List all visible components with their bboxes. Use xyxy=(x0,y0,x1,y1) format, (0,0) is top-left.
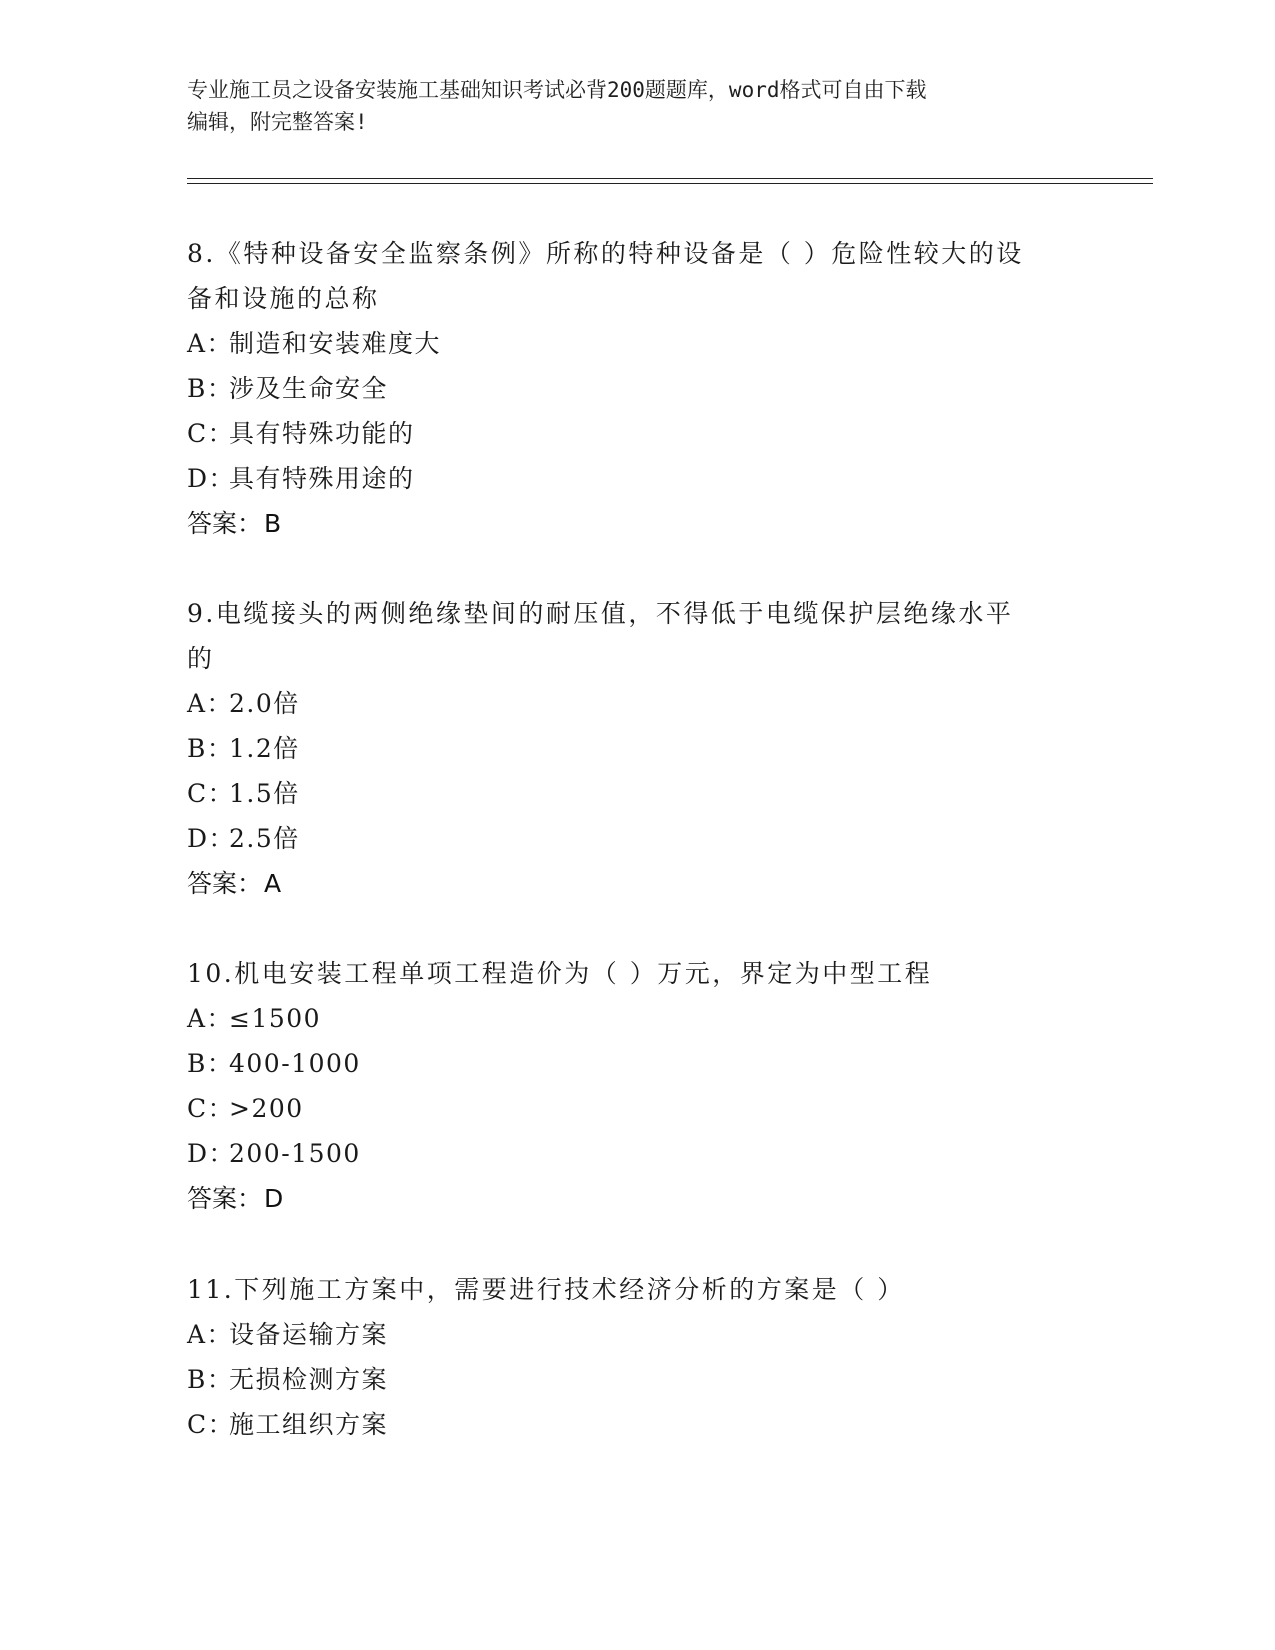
answer-value: B xyxy=(264,509,282,538)
option-d xyxy=(187,816,1087,861)
option-text: 制造和安装难度大 xyxy=(229,329,442,358)
header-line-2: 编辑，附完整答案! xyxy=(187,110,368,134)
question-stem-line: 的 xyxy=(187,644,215,673)
option-text: 涉及生命安全 xyxy=(229,374,389,403)
option-c xyxy=(187,1402,1087,1447)
option-key: D： xyxy=(187,824,236,853)
question-stem xyxy=(187,1267,1087,1312)
option-b xyxy=(187,366,1087,411)
option-key: C： xyxy=(187,419,235,448)
question-stem-line: 10.机电安装工程单项工程造价为（ ）万元，界定为中型工程 xyxy=(187,959,933,988)
option-c xyxy=(187,771,1087,816)
option-a xyxy=(187,681,1087,726)
option-c xyxy=(187,411,1087,456)
question-11 xyxy=(187,1267,1087,1447)
question-stem-line: 11.下列施工方案中，需要进行技术经济分析的方案是（ ） xyxy=(187,1275,905,1304)
option-d xyxy=(187,1131,1087,1176)
option-a xyxy=(187,1312,1087,1357)
question-9 xyxy=(187,591,1087,906)
option-text: ≤1500 xyxy=(229,1004,322,1033)
header-divider-bottom xyxy=(187,183,1153,184)
option-text: 具有特殊用途的 xyxy=(229,464,415,493)
option-key: D： xyxy=(187,1139,236,1168)
option-key: B： xyxy=(187,1049,234,1078)
option-d xyxy=(187,456,1087,501)
option-b xyxy=(187,1357,1087,1402)
answer-label: 答案： xyxy=(187,509,263,538)
answer-label: 答案： xyxy=(187,869,263,898)
option-key: A： xyxy=(187,329,234,358)
option-c xyxy=(187,1086,1087,1131)
option-key: A： xyxy=(187,1004,234,1033)
option-key: D： xyxy=(187,464,236,493)
option-text: 2.5倍 xyxy=(229,824,300,853)
option-key: C： xyxy=(187,779,235,808)
option-key: A： xyxy=(187,689,234,718)
option-text: >200 xyxy=(229,1094,304,1123)
answer-value: A xyxy=(264,869,282,898)
option-text: 设备运输方案 xyxy=(229,1320,389,1349)
option-text: 具有特殊功能的 xyxy=(229,419,415,448)
question-stem-line: 8.《特种设备安全监察条例》所称的特种设备是（ ）危险性较大的设 xyxy=(187,239,1024,268)
option-b xyxy=(187,1041,1087,1086)
option-key: B： xyxy=(187,734,234,763)
option-b xyxy=(187,726,1087,771)
option-text: 200-1500 xyxy=(229,1139,361,1168)
option-a xyxy=(187,996,1087,1041)
option-text: 400-1000 xyxy=(229,1049,361,1078)
option-text: 2.0倍 xyxy=(229,689,300,718)
question-10 xyxy=(187,951,1087,1221)
option-a xyxy=(187,321,1087,366)
question-stem xyxy=(187,591,1087,681)
answer-label: 答案： xyxy=(187,1184,263,1213)
answer-line xyxy=(187,501,1087,546)
question-8 xyxy=(187,231,1087,546)
question-stem xyxy=(187,231,1087,321)
answer-line xyxy=(187,861,1087,906)
header-divider-top xyxy=(187,178,1153,179)
option-key: C： xyxy=(187,1410,235,1439)
question-stem-line: 备和设施的总称 xyxy=(187,284,380,313)
option-text: 1.2倍 xyxy=(229,734,300,763)
answer-value: D xyxy=(264,1184,284,1213)
question-stem xyxy=(187,951,1087,996)
option-text: 施工组织方案 xyxy=(229,1410,389,1439)
option-text: 无损检测方案 xyxy=(229,1365,389,1394)
option-key: C： xyxy=(187,1094,235,1123)
option-key: A： xyxy=(187,1320,234,1349)
option-key: B： xyxy=(187,374,234,403)
answer-line xyxy=(187,1176,1087,1221)
header-line-1: 专业施工员之设备安装施工基础知识考试必背200题题库，word格式可自由下载 xyxy=(187,78,927,102)
option-key: B： xyxy=(187,1365,234,1394)
question-stem-line: 9.电缆接头的两侧绝缘垫间的耐压值，不得低于电缆保护层绝缘水平 xyxy=(187,599,1014,628)
document-header xyxy=(187,74,1087,138)
option-text: 1.5倍 xyxy=(229,779,300,808)
